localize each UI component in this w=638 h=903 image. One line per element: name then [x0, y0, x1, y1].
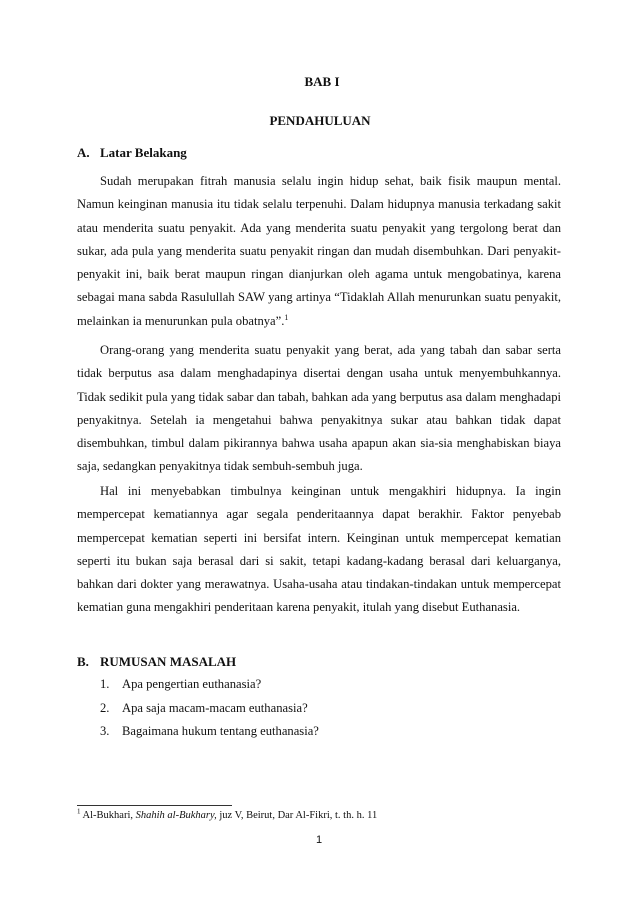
- section-letter: B.: [77, 654, 89, 669]
- footnote-details: juz V, Beirut, Dar Al-Fikri, t. th. h. 11: [219, 810, 378, 821]
- list-item-number: 1.: [100, 677, 110, 691]
- section-title: Latar Belakang: [100, 145, 187, 160]
- paragraph-text: Orang-orang yang menderita suatu penyakit yang berat, ada yang tabah dan sabar serta tidak berputus asa dalam menghadapinya disertai dengan usaha untuk menyembuhkannya. Tidak sedikit pula yang tidak sabar dan tabah, bahkan ada yang berputus asa dalam menghadapi penyakitnya. Setelah ia mengetahui bahwa penyakitnya sukar atau bahkan tidak dapat disembuhkan, timbul dalam pikirannya bahwa usaha apapun akan sia-sia menghabiskan biaya saja, sedangkan penyakitnya tidak sembuh-sembuh juga.: [77, 343, 561, 474]
- section-title: RUMUSAN MASALAH: [100, 654, 237, 669]
- chapter-number: BAB I: [304, 74, 340, 89]
- chapter-title: PENDAHULUAN: [269, 113, 371, 128]
- footnote-reference: 1: [284, 312, 289, 322]
- list-item-text: Apa saja macam-macam euthanasia?: [122, 700, 308, 715]
- paragraph-3: [77, 480, 561, 620]
- paragraph-2: [77, 339, 561, 479]
- list-item-number: 3.: [100, 724, 110, 738]
- paragraph-text: Sudah merupakan fitrah manusia selalu ingin hidup sehat, baik fisik maupun mental. Namun keinginan manusia itu tidak selalu terpenuhi. Dalam hidupnya manusia terkadang sakit atau menderita suatu penyakit. Ada yang menderita suatu penyakit yang tergolong berat dan sukar, ada pula yang menderita suatu penyakit ringan dan mudah disembuhkan. Dari penyakit-penyakit ini, baik berat maupun ringan dianjurkan oleh agama untuk mengobatinya, karena sebagai mana sabda Rasulullah SAW yang artinya “Tidaklah Allah menurunkan suatu penyakit, melainkan ia menurunkan pula obatnya”.: [77, 174, 561, 328]
- section-letter: A.: [77, 145, 90, 160]
- list-item-text: Bagaimana hukum tentang euthanasia?: [122, 724, 319, 738]
- footnote-marker: 1: [77, 807, 81, 816]
- footnote-author: Al-Bukhari,: [82, 810, 133, 821]
- section-heading-rumusan-masalah: [77, 654, 236, 670]
- footnote-work-title: Shahih al-Bukhary,: [135, 810, 217, 821]
- footnote-separator: [77, 805, 232, 806]
- list-item-number: 2.: [100, 700, 110, 715]
- list-item: [100, 673, 319, 697]
- footnote: [77, 807, 378, 821]
- list-item: [100, 720, 319, 744]
- section-heading-latar-belakang: [77, 145, 187, 161]
- paragraph-1: [77, 170, 561, 333]
- list-item: [100, 697, 319, 721]
- question-list: [100, 673, 319, 744]
- list-item-text: Apa pengertian euthanasia?: [122, 677, 262, 691]
- page-number: 1: [315, 834, 323, 846]
- paragraph-text: Hal ini menyebabkan timbulnya keinginan untuk mengakhiri hidupnya. Ia ingin mempercepat kematiannya agar segala penderitaannya dapat berakhir. Faktor penyebab mempercepat kematian seperti ini bersifat intern. Keinginan untuk mempercepat kematian seperti itu bukan saja berasal dari si sakit, tetapi kadang-kadang berasal dari keluarganya, bahkan dari dokter yang merawatnya. Usaha-usaha atau tindakan-tindakan untuk mempercepat kematian guna mengakhiri penderitaan karena penyakit, itulah yang disebut Euthanasia.: [77, 484, 561, 615]
